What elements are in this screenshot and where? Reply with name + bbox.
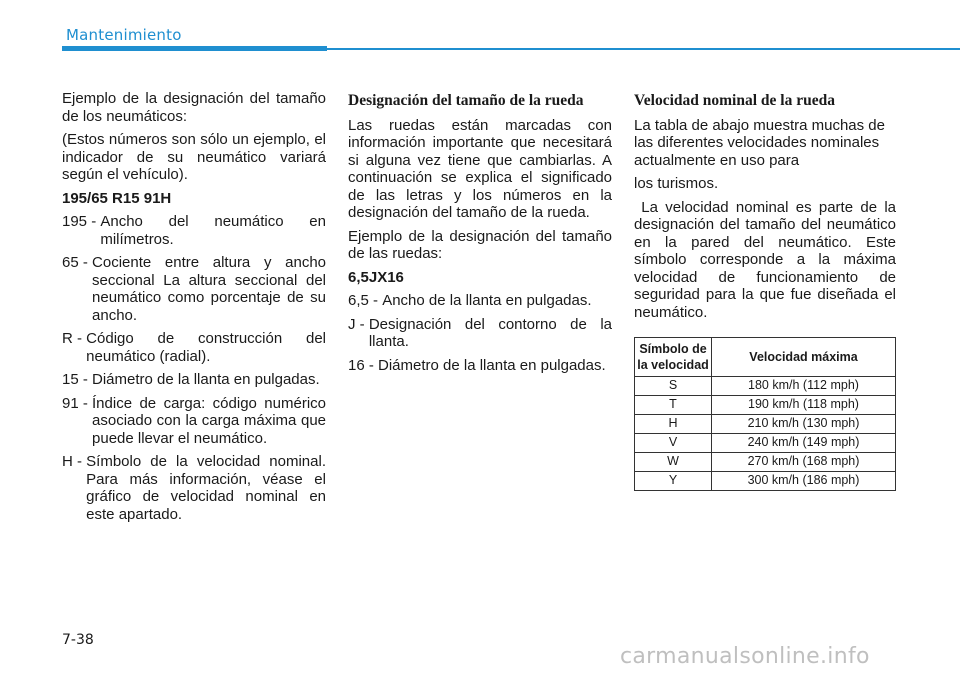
cell-speed: 180 km/h (112 mph): [712, 377, 896, 396]
speed-paragraph-3: La velocidad nominal es parte de la designación del tamaño del neumático en la pared del neumático. Este símbolo corresponde a la máxima velocidad de funcionamiento de seguridad para la que fue diseñada el neumático.: [634, 198, 901, 321]
item-code: J -: [348, 315, 369, 333]
item-text: Ancho del neumático en milímetros.: [100, 213, 326, 248]
cell-symbol: S: [635, 377, 712, 396]
list-item: [348, 357, 612, 375]
cell-symbol: V: [635, 434, 712, 453]
page-number: 7-38: [62, 632, 94, 648]
header-rule-thick: [62, 46, 327, 51]
list-item: [62, 395, 326, 448]
item-code: R -: [62, 330, 87, 347]
cell-speed: 270 km/h (168 mph): [712, 453, 896, 472]
cell-symbol: T: [635, 396, 712, 415]
column-speed-rating: [634, 90, 901, 491]
item-text: Símbolo de la velocidad nominal. Para más información, véase el gráfico de velocidad nominal en este apartado.: [86, 453, 326, 523]
item-code: 16 -: [348, 356, 379, 374]
item-text: Código de construcción del neumático (radial).: [86, 330, 326, 365]
item-text: Diámetro de la llanta en pulgadas.: [378, 356, 606, 374]
wheel-heading: Designación del tamaño de la rueda: [348, 92, 584, 109]
cell-speed: 300 km/h (186 mph): [712, 472, 896, 491]
speed-table: [634, 337, 896, 491]
item-code: 15 -: [62, 371, 93, 388]
column-wheel-designation: [348, 90, 612, 380]
speed-heading: Velocidad nominal de la rueda: [634, 92, 835, 109]
wheel-example: 6,5JX16: [348, 268, 404, 286]
table-row: [635, 472, 896, 491]
watermark: carmanualsonline.info: [620, 644, 870, 669]
item-text: Diámetro de la llanta en pulgadas.: [92, 371, 320, 388]
list-item: [62, 453, 326, 523]
table-header-row: [635, 338, 896, 377]
section-title: Mantenimiento: [66, 26, 182, 44]
item-code: 65 -: [62, 254, 93, 271]
cell-speed: 190 km/h (118 mph): [712, 396, 896, 415]
table-row: [635, 396, 896, 415]
list-item: [62, 330, 326, 365]
list-item: [62, 371, 326, 389]
wheel-paragraph: Las ruedas están marcadas con información importante que necesitará si alguna vez tiene que cambiarlas. A continuación se explica el significado de las letras y los números en la designación del tamaño de la rueda.: [348, 116, 612, 221]
cell-symbol: W: [635, 453, 712, 472]
item-code: 6,5 -: [348, 292, 383, 309]
wheel-example-intro: Ejemplo de la designación del tamaño de las ruedas:: [348, 227, 612, 262]
note-text: (Estos números son sólo un ejemplo, el indicador de su neumático variará según el vehículo).: [62, 131, 326, 183]
item-text: Cociente entre altura y ancho seccional La altura seccional del neumático como porcentaje de su ancho.: [92, 254, 326, 324]
item-text: Ancho de la llanta en pulgadas.: [382, 292, 592, 309]
item-code: 91 -: [62, 394, 93, 412]
item-text: Designación del contorno de la llanta.: [368, 315, 612, 350]
tire-example: 195/65 R15 91H: [62, 189, 172, 207]
table-row: [635, 453, 896, 472]
list-item: [62, 213, 326, 248]
header-rule-thin: [327, 48, 960, 50]
table-row: [635, 377, 896, 396]
list-item: [348, 316, 612, 351]
cell-symbol: H: [635, 415, 712, 434]
cell-speed: 210 km/h (130 mph): [712, 415, 896, 434]
header-symbol: Símbolo de la velocidad: [635, 338, 712, 377]
item-text: Índice de carga: código numérico asociado con la carga máxima que puede llevar el neumático.: [92, 394, 326, 447]
item-code: H -: [62, 453, 87, 470]
cell-symbol: Y: [635, 472, 712, 491]
column-tire-designation: [62, 90, 326, 529]
list-item: [348, 292, 612, 310]
cell-speed: 240 km/h (149 mph): [712, 434, 896, 453]
list-item: [62, 254, 326, 324]
intro-text: Ejemplo de la designación del tamaño de los neumáticos:: [62, 90, 326, 125]
table-row: [635, 415, 896, 434]
item-code: 195 -: [62, 213, 101, 230]
header-speed: Velocidad máxima: [712, 338, 896, 377]
speed-paragraph-2: los turismos.: [634, 175, 719, 192]
speed-paragraph-1: La tabla de abajo muestra muchas de las diferentes velocidades nominales actualmente en uso para: [634, 116, 885, 169]
table-row: [635, 434, 896, 453]
